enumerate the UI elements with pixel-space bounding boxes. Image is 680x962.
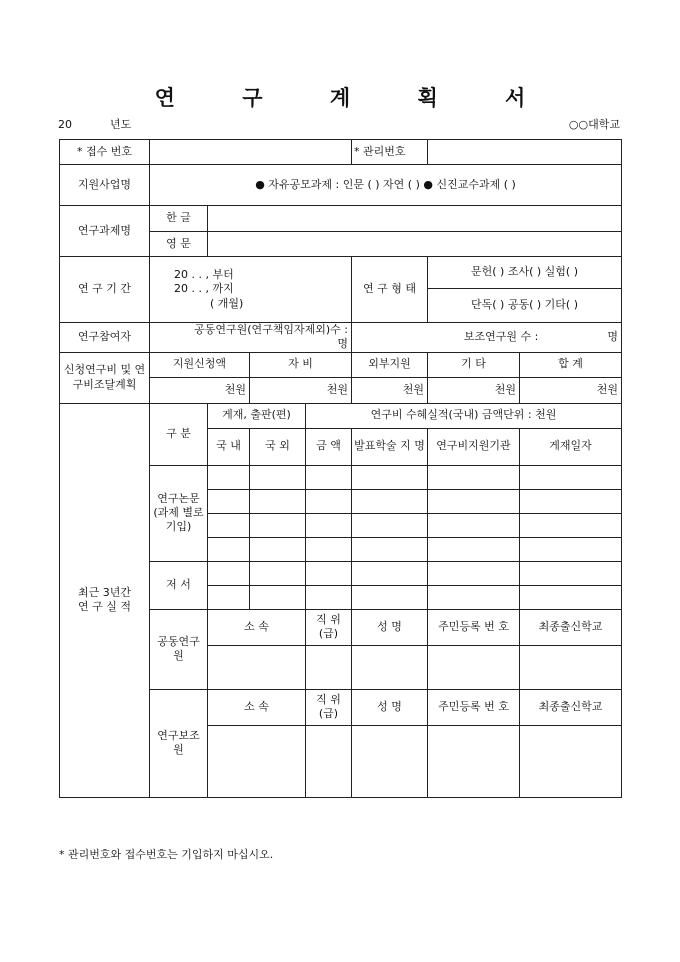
- project-title-korean-label: 한 글: [150, 206, 208, 232]
- records-funding-agency-header: 연구비지원기관: [428, 428, 520, 465]
- year-number: 20: [58, 118, 72, 131]
- records-publication-header: 게재, 출판(편): [208, 403, 306, 428]
- budget-requested-field[interactable]: 천원: [150, 377, 250, 403]
- assistant-count[interactable]: [352, 323, 622, 353]
- table-cell[interactable]: [306, 725, 352, 797]
- co-id-number-header: 주민등록 번 호: [428, 609, 520, 645]
- budget-header-other: 기 타: [428, 352, 520, 377]
- table-cell[interactable]: [428, 513, 520, 537]
- project-title-label: 연구과제명: [60, 206, 150, 257]
- support-program-options[interactable]: ● 자유공모과제 : 인문 ( ) 자연 ( ) ● 신진교수과제 ( ): [150, 165, 622, 206]
- co-researcher-count-label: 공동연구원(연구책임자제외)수 :: [194, 323, 348, 336]
- table-cell[interactable]: [208, 561, 250, 585]
- assistant-count-label: 보조연구원 수 :: [463, 330, 539, 344]
- records-category-header: 구 분: [150, 403, 208, 465]
- management-number-field[interactable]: [428, 140, 622, 165]
- co-name-header: 성 명: [352, 609, 428, 645]
- table-cell[interactable]: [208, 537, 250, 561]
- project-title-english-label: 영 문: [150, 232, 208, 257]
- receipt-number-field[interactable]: [150, 140, 352, 165]
- assistant-count-unit: 명: [607, 330, 618, 344]
- assistants-label: 연구보조원: [150, 689, 208, 797]
- table-cell[interactable]: [352, 561, 428, 585]
- project-title-korean-field[interactable]: [208, 206, 622, 232]
- table-cell[interactable]: [428, 725, 520, 797]
- table-cell[interactable]: [250, 561, 306, 585]
- table-cell[interactable]: [306, 561, 352, 585]
- year-text: 년도: [110, 118, 132, 131]
- research-plan-form: [59, 139, 622, 798]
- records-publish-date-header: 게재일자: [520, 428, 622, 465]
- co-affiliation-header: 소 속: [208, 609, 306, 645]
- table-cell[interactable]: [306, 585, 352, 609]
- budget-header-external: 외부지원: [352, 352, 428, 377]
- table-cell[interactable]: [250, 513, 306, 537]
- table-cell[interactable]: [208, 465, 250, 489]
- table-cell[interactable]: [520, 585, 622, 609]
- table-cell[interactable]: [428, 561, 520, 585]
- year-line: [58, 116, 169, 132]
- period-end: 20 . . , 까지: [174, 282, 234, 296]
- period-start: 20 . . , 부터: [174, 268, 234, 282]
- table-cell[interactable]: [306, 645, 352, 689]
- table-cell[interactable]: [352, 489, 428, 513]
- table-cell[interactable]: [250, 489, 306, 513]
- table-cell[interactable]: [428, 585, 520, 609]
- support-program-label: 지원사업명: [60, 165, 150, 206]
- as-school-header: 최종출신학교: [520, 689, 622, 725]
- as-position-header: 직 위(급): [306, 689, 352, 725]
- research-type-method[interactable]: 문헌( ) 조사( ) 실험( ): [428, 257, 622, 289]
- co-researcher-count-unit: 명: [337, 337, 348, 351]
- as-name-header: 성 명: [352, 689, 428, 725]
- table-cell[interactable]: [352, 513, 428, 537]
- table-cell[interactable]: [306, 489, 352, 513]
- research-type-mode[interactable]: 단독( ) 공동( ) 기타( ): [428, 289, 622, 323]
- records-amount-header: 금 액: [306, 428, 352, 465]
- research-type-label: 연 구 형 태: [352, 257, 428, 323]
- records-funding-header: 연구비 수혜실적(국내) 금액단위 : 천원: [306, 403, 622, 428]
- table-cell[interactable]: [208, 645, 306, 689]
- budget-other-field[interactable]: 천원: [428, 377, 520, 403]
- table-cell[interactable]: [306, 465, 352, 489]
- table-cell[interactable]: [306, 513, 352, 537]
- table-cell[interactable]: [428, 645, 520, 689]
- table-cell[interactable]: [520, 489, 622, 513]
- project-title-english-field[interactable]: [208, 232, 622, 257]
- document-title: 연 구 계 획 서: [154, 85, 556, 110]
- table-cell[interactable]: [250, 465, 306, 489]
- table-cell[interactable]: [352, 585, 428, 609]
- budget-total-field[interactable]: 천원: [520, 377, 622, 403]
- co-researcher-count[interactable]: [150, 323, 352, 353]
- budget-header-self: 자 비: [250, 352, 352, 377]
- university-name: ○○대학교: [568, 118, 620, 131]
- footnote: * 관리번호와 접수번호는 기입하지 마십시오.: [59, 848, 274, 861]
- table-cell[interactable]: [428, 537, 520, 561]
- table-cell[interactable]: [208, 725, 306, 797]
- co-researchers-label: 공동연구원: [150, 609, 208, 689]
- budget-header-requested: 지원신청액: [150, 352, 250, 377]
- table-cell[interactable]: [520, 513, 622, 537]
- research-records-label: 최근 3년간 연 구 실 적: [60, 403, 150, 797]
- records-domestic-header: 국 내: [208, 428, 250, 465]
- budget-label: 신청연구비 및 연구비조달계획: [60, 352, 150, 403]
- table-cell[interactable]: [352, 725, 428, 797]
- co-school-header: 최종출신학교: [520, 609, 622, 645]
- records-overseas-header: 국 외: [250, 428, 306, 465]
- as-affiliation-header: 소 속: [208, 689, 306, 725]
- records-papers-label: 연구논문 (과제 별로 기입): [150, 465, 208, 561]
- table-cell[interactable]: [306, 537, 352, 561]
- budget-external-field[interactable]: 천원: [352, 377, 428, 403]
- records-journal-header: 발표학술 지 명: [352, 428, 428, 465]
- table-cell[interactable]: [520, 561, 622, 585]
- budget-self-field[interactable]: 천원: [250, 377, 352, 403]
- table-cell[interactable]: [428, 465, 520, 489]
- table-cell[interactable]: [208, 513, 250, 537]
- table-cell[interactable]: [428, 489, 520, 513]
- as-id-number-header: 주민등록 번 호: [428, 689, 520, 725]
- participants-label: 연구참여자: [60, 323, 150, 353]
- table-cell[interactable]: [250, 537, 306, 561]
- table-cell[interactable]: [208, 489, 250, 513]
- table-cell[interactable]: [352, 645, 428, 689]
- budget-header-total: 합 계: [520, 352, 622, 377]
- table-cell[interactable]: [520, 537, 622, 561]
- management-number-label: * 관리번호: [352, 140, 428, 165]
- table-cell[interactable]: [520, 645, 622, 689]
- co-position-header: 직 위(급): [306, 609, 352, 645]
- research-period-field[interactable]: [150, 257, 352, 323]
- table-cell[interactable]: [208, 585, 250, 609]
- research-period-label: 연 구 기 간: [60, 257, 150, 323]
- table-cell[interactable]: [520, 465, 622, 489]
- table-cell[interactable]: [520, 725, 622, 797]
- table-cell[interactable]: [352, 465, 428, 489]
- receipt-number-label: * 접수 번호: [60, 140, 150, 165]
- table-cell[interactable]: [352, 537, 428, 561]
- period-months: ( 개월): [210, 296, 244, 310]
- records-books-label: 저 서: [150, 561, 208, 609]
- table-cell[interactable]: [250, 585, 306, 609]
